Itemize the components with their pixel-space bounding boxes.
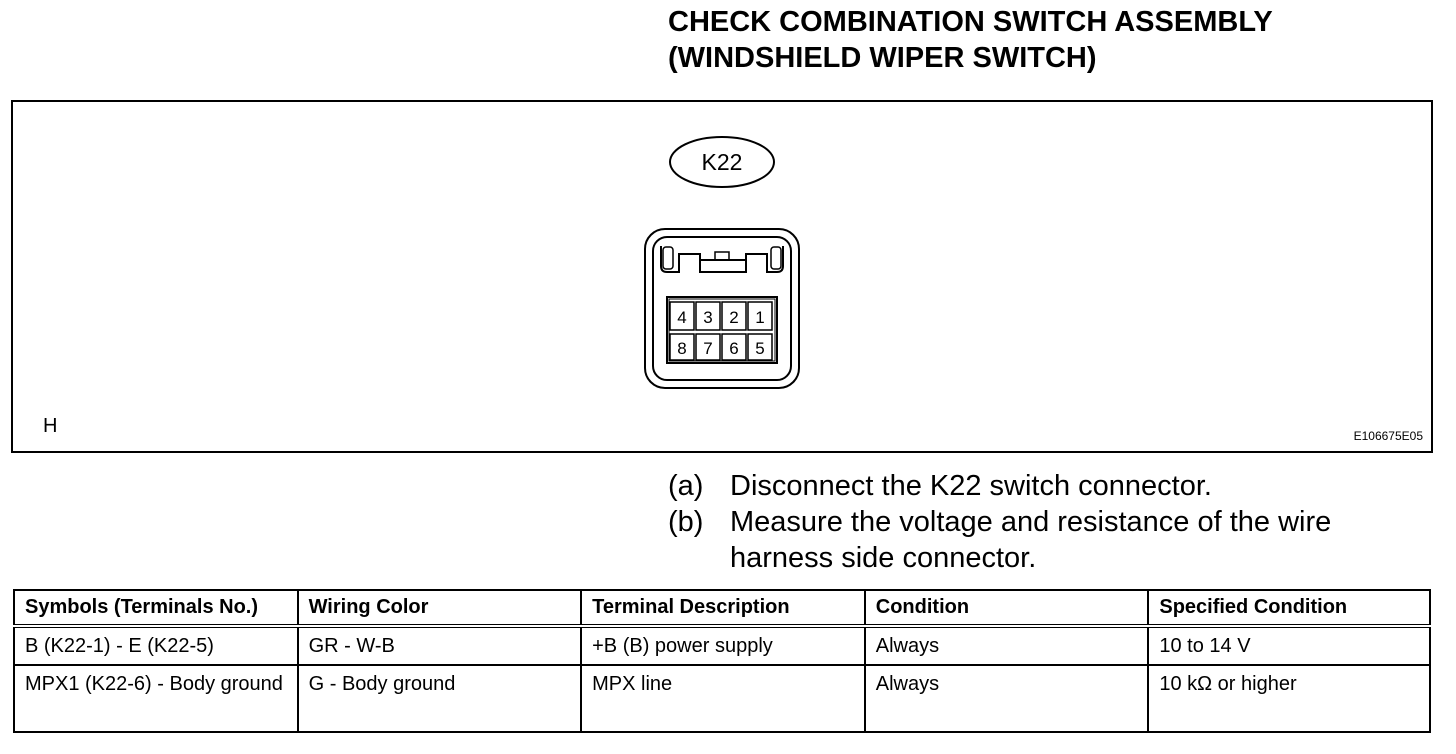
table-cell: Always [865,626,1149,665]
step-b [668,504,1370,576]
connector-guide-right [771,247,781,269]
table-cell: 10 to 14 V [1148,626,1430,665]
pin-number: 6 [729,339,739,358]
latch-tab [715,252,729,260]
step-marker: (a) [668,470,704,502]
page-title [668,4,1273,76]
pin-number: 7 [703,339,713,358]
connector-label: K22 [701,149,743,175]
pin-numbers [677,308,764,358]
column-header: Symbols (Terminals No.) [14,590,298,626]
table-header-row [14,590,1430,626]
table-row [14,665,1430,732]
step-a [668,468,1370,504]
column-header: Specified Condition [1148,590,1430,626]
specification-table [13,589,1431,733]
step-text: Measure the voltage and resistance of the wire harness side connector. [730,506,1332,574]
pin-number: 1 [755,308,765,327]
table-cell: G - Body ground [298,665,582,732]
figure-side-letter: H [43,415,58,437]
column-header: Wiring Color [298,590,582,626]
table-cell: MPX line [581,665,865,732]
pin-number: 4 [677,308,687,327]
step-text: Disconnect the K22 switch connector. [730,470,1212,502]
pin-number: 2 [729,308,739,327]
procedure-steps [668,468,1370,576]
table-cell: MPX1 (K22-6) - Body ground [14,665,298,732]
column-header: Terminal Description [581,590,865,626]
figure-image-code: E106675E05 [1353,429,1423,443]
connector-figure [11,100,1433,453]
step-marker: (b) [668,506,704,538]
table-cell: GR - W-B [298,626,582,665]
connector-diagram [13,102,1431,451]
table-cell: 10 kΩ or higher [1148,665,1430,732]
table-cell: B (K22-1) - E (K22-5) [14,626,298,665]
connector-guide-left [663,247,673,269]
table-row [14,626,1430,665]
pin-number: 3 [703,308,713,327]
table-cell: Always [865,665,1149,732]
pin-number: 8 [677,339,687,358]
pin-number: 5 [755,339,765,358]
title-line-1: CHECK COMBINATION SWITCH ASSEMBLY [668,6,1273,38]
column-header: Condition [865,590,1149,626]
table-cell: +B (B) power supply [581,626,865,665]
title-line-2: (WINDSHIELD WIPER SWITCH) [668,42,1097,74]
